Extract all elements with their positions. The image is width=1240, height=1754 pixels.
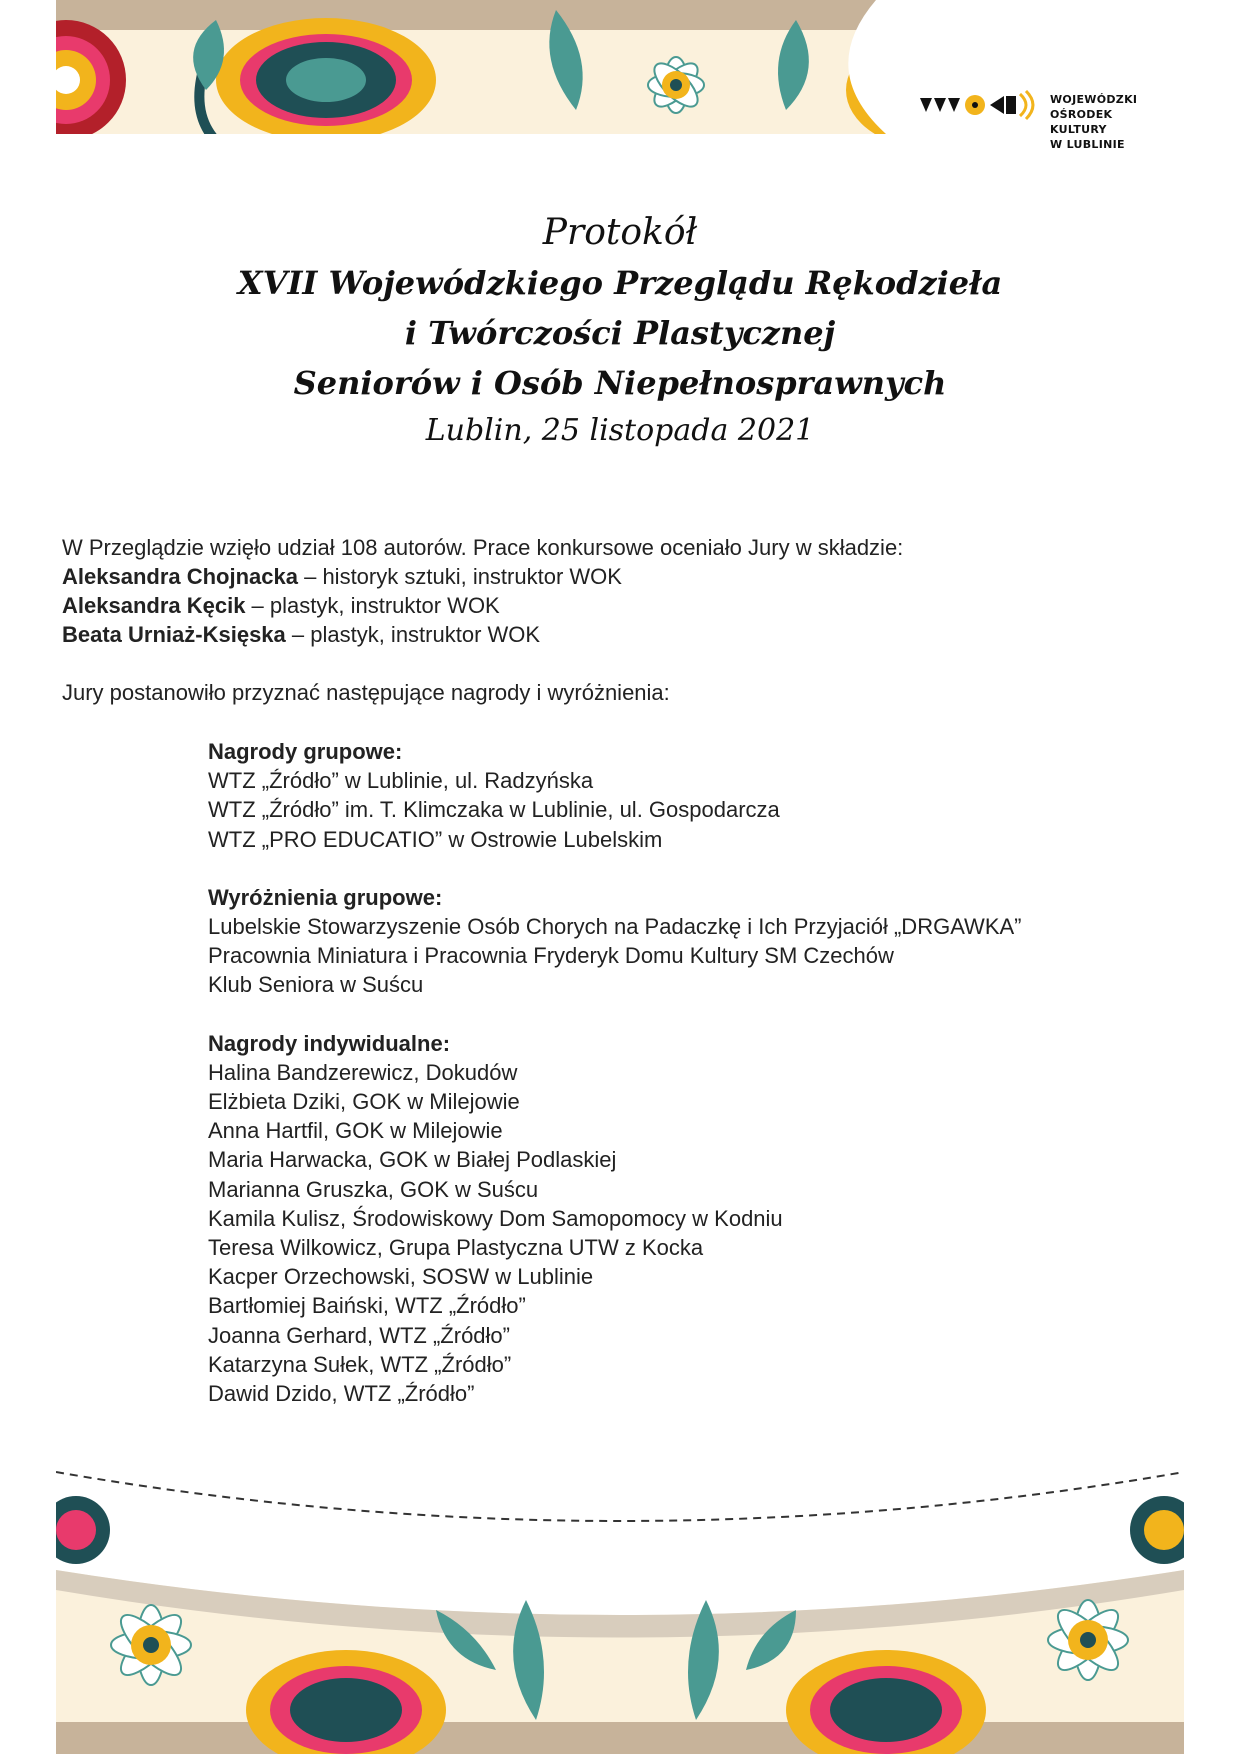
logo-line: KULTURY [1050, 123, 1107, 136]
jury-name: Aleksandra Chojnacka [62, 564, 298, 589]
spacer [62, 649, 1162, 678]
list-item: Halina Bandzerewicz, Dokudów [208, 1059, 518, 1085]
title-line-1: XVII Wojewódzkiego Przeglądu Rękodzieła [237, 264, 1003, 302]
wok-logo-mark [920, 90, 1045, 126]
intro-text: W Przeglądzie wzięło udział 108 autorów. Prace konkursowe oceniało Jury w składzie: [62, 535, 904, 560]
list-item: Pracownia Miniatura i Pracownia Fryderyk Domu Kultury SM Czechów [208, 943, 894, 969]
title-main: Protokół [542, 212, 698, 253]
list-item: Katarzyna Sułek, WTZ „Źródło” [208, 1351, 512, 1377]
list-item: Joanna Gerhard, WTZ „Źródło” [208, 1322, 510, 1348]
list-item: Kacper Orzechowski, SOSW w Lublinie [208, 1264, 594, 1290]
list-item: Elżbieta Dziki, GOK w Milejowie [208, 1089, 520, 1115]
list-item: WTZ „Źródło” im. T. Klimczaka w Lublinie, ul. Gospodarcza [208, 797, 780, 823]
list-item: Maria Harwacka, GOK w Białej Podlaskiej [208, 1147, 617, 1173]
footer-folk-ornament [56, 1460, 1184, 1754]
list-item: WTZ „Źródło” w Lublinie, ul. Radzyńska [208, 768, 594, 794]
document-title [0, 208, 1240, 454]
awards-section-individual [208, 1029, 1108, 1409]
jury-member [62, 591, 1162, 620]
list-item: Dawid Dzido, WTZ „Źródło” [208, 1381, 475, 1407]
list-item: Marianna Gruszka, GOK w Suścu [208, 1176, 539, 1202]
title-date: Lublin, 25 listopada 2021 [425, 413, 815, 448]
jury-role: – historyk sztuki, instruktor WOK [297, 564, 622, 589]
list-item: Lubelskie Stowarzyszenie Osób Chorych na Padaczkę i Ich Przyjaciół „DRGAWKA” [208, 914, 1022, 940]
logo-wordmark [1050, 92, 1137, 152]
logo-line: OŚRODEK [1050, 108, 1113, 121]
document-body [62, 533, 1162, 707]
list-item: Bartłomiej Baiński, WTZ „Źródło” [208, 1293, 526, 1319]
section-title: Nagrody grupowe: [208, 739, 403, 764]
title-line-2: i Twórczości Plastycznej [404, 314, 836, 352]
logo-line: WOJEWÓDZKI [1050, 93, 1138, 106]
list-item: Kamila Kulisz, Środowiskowy Dom Samopomocy w Kodniu [208, 1205, 783, 1231]
jury-member [62, 562, 1162, 591]
list-item: Klub Seniora w Suścu [208, 972, 424, 998]
section-title: Nagrody indywidualne: [208, 1030, 451, 1056]
decision-text: Jury postanowiło przyznać następujące nagrody i wyróżnienia: [62, 680, 670, 705]
awards-list [208, 737, 1108, 1437]
awards-section-distinctions [208, 883, 1108, 1000]
jury-role: – plastyk, instruktor WOK [285, 622, 541, 647]
list-item: Teresa Wilkowicz, Grupa Plastyczna UTW z Kocka [208, 1235, 704, 1261]
awards-section-group [208, 737, 1108, 854]
section-title: Wyróżnienia grupowe: [208, 884, 443, 910]
jury-name: Aleksandra Kęcik [62, 593, 246, 618]
title-line-3: Seniorów i Osób Niepełnosprawnych [293, 364, 947, 402]
logo-line: W LUBLINIE [1050, 138, 1125, 151]
jury-member [62, 620, 1162, 649]
list-item: Anna Hartfil, GOK w Milejowie [208, 1118, 503, 1144]
jury-role: – plastyk, instruktor WOK [245, 593, 500, 618]
list-item: WTZ „PRO EDUCATIO” w Ostrowie Lubelskim [208, 826, 663, 852]
jury-name: Beata Urniaż-Księska [62, 622, 286, 647]
